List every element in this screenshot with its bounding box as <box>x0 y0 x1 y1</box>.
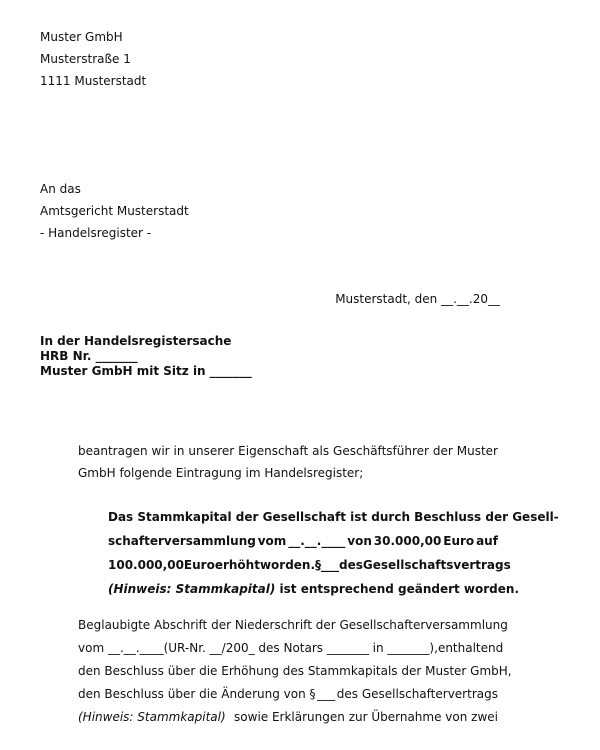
entry-word: auf <box>476 534 498 548</box>
entry-line-1: Das Stammkapital der Gesellschaft ist durch Beschluss der Gesell- <box>108 510 559 524</box>
recipient-line-1: An das <box>40 182 81 196</box>
entry-hint: (Hinweis: Stammkapital) <box>108 582 276 596</box>
attachment-line-5 <box>78 706 498 729</box>
attachment-text: sowie Erklärungen zur Übernahme von zwei <box>234 710 498 724</box>
subject-company-seat: Muster GmbH mit Sitz in _______ <box>40 364 252 378</box>
entry-word: vom <box>257 534 287 548</box>
attachment-line-3: den Beschluss über die Erhöhung des Stammkapitals der Muster GmbH, <box>78 664 512 678</box>
entry-word: von <box>347 534 372 548</box>
entry-word: § <box>315 558 322 572</box>
attachment-hint: (Hinweis: Stammkapital) <box>78 710 226 724</box>
attachment-line-1: Beglaubigte Abschrift der Niederschrift der Gesellschafterversammlung <box>78 618 508 632</box>
attachment-text: des Gesellschaftervertrags <box>336 687 498 701</box>
entry-word: erhöht <box>214 558 260 572</box>
entry-word: des <box>339 558 363 572</box>
entry-line-3 <box>108 553 511 577</box>
entry-line-4 <box>108 577 520 601</box>
attachment-date: vom __.__.____ <box>78 641 164 655</box>
entry-word: worden. <box>259 558 316 572</box>
request-paragraph <box>78 440 498 484</box>
subject-hrb-number: HRB Nr. _______ <box>40 349 138 363</box>
attachment-blank: ___ <box>317 687 336 701</box>
subject-line-1: In der Handelsregistersache <box>40 334 232 348</box>
entry-word: __.__.____ <box>288 534 346 548</box>
sender-street: Musterstraße 1 <box>40 52 131 66</box>
entry-word: 30.000,00 <box>373 534 442 548</box>
recipient-department: - Handelsregister - <box>40 226 152 240</box>
entry-line-4-rest: ist entsprechend geändert worden. <box>275 582 520 596</box>
attachment-line-4 <box>78 683 498 706</box>
recipient-address <box>40 178 189 244</box>
attachment-word: enthaltend <box>437 641 504 655</box>
attachment-paragraph <box>78 614 512 729</box>
request-line-1: beantragen wir in unserer Eigenschaft als Geschäftsführer der Muster <box>78 444 498 458</box>
date-line: Musterstadt, den __.__.20__ <box>335 292 500 306</box>
subject-block <box>40 334 252 379</box>
sender-city: 1111 Musterstadt <box>40 74 147 88</box>
entry-word: Gesellschaftsvertrags <box>362 558 511 572</box>
entry-word: schafterversammlung <box>108 534 256 548</box>
sender-company: Muster GmbH <box>40 30 123 44</box>
attachment-notary: (UR-Nr. __/200_ des Notars _______ in _______), <box>163 641 438 655</box>
entry-word: 100.000,00 <box>108 558 184 572</box>
entry-word: Euro <box>443 534 475 548</box>
attachment-text: den Beschluss über die Änderung von § <box>78 687 316 701</box>
recipient-court: Amtsgericht Musterstadt <box>40 204 189 218</box>
sender-address <box>40 26 146 92</box>
entry-word: Euro <box>183 558 215 572</box>
registration-entry <box>108 505 559 601</box>
entry-word: ___ <box>321 558 340 572</box>
request-line-2: GmbH folgende Eintragung im Handelsregister; <box>78 466 364 480</box>
attachment-line-2 <box>78 637 504 660</box>
entry-line-2 <box>108 529 498 553</box>
